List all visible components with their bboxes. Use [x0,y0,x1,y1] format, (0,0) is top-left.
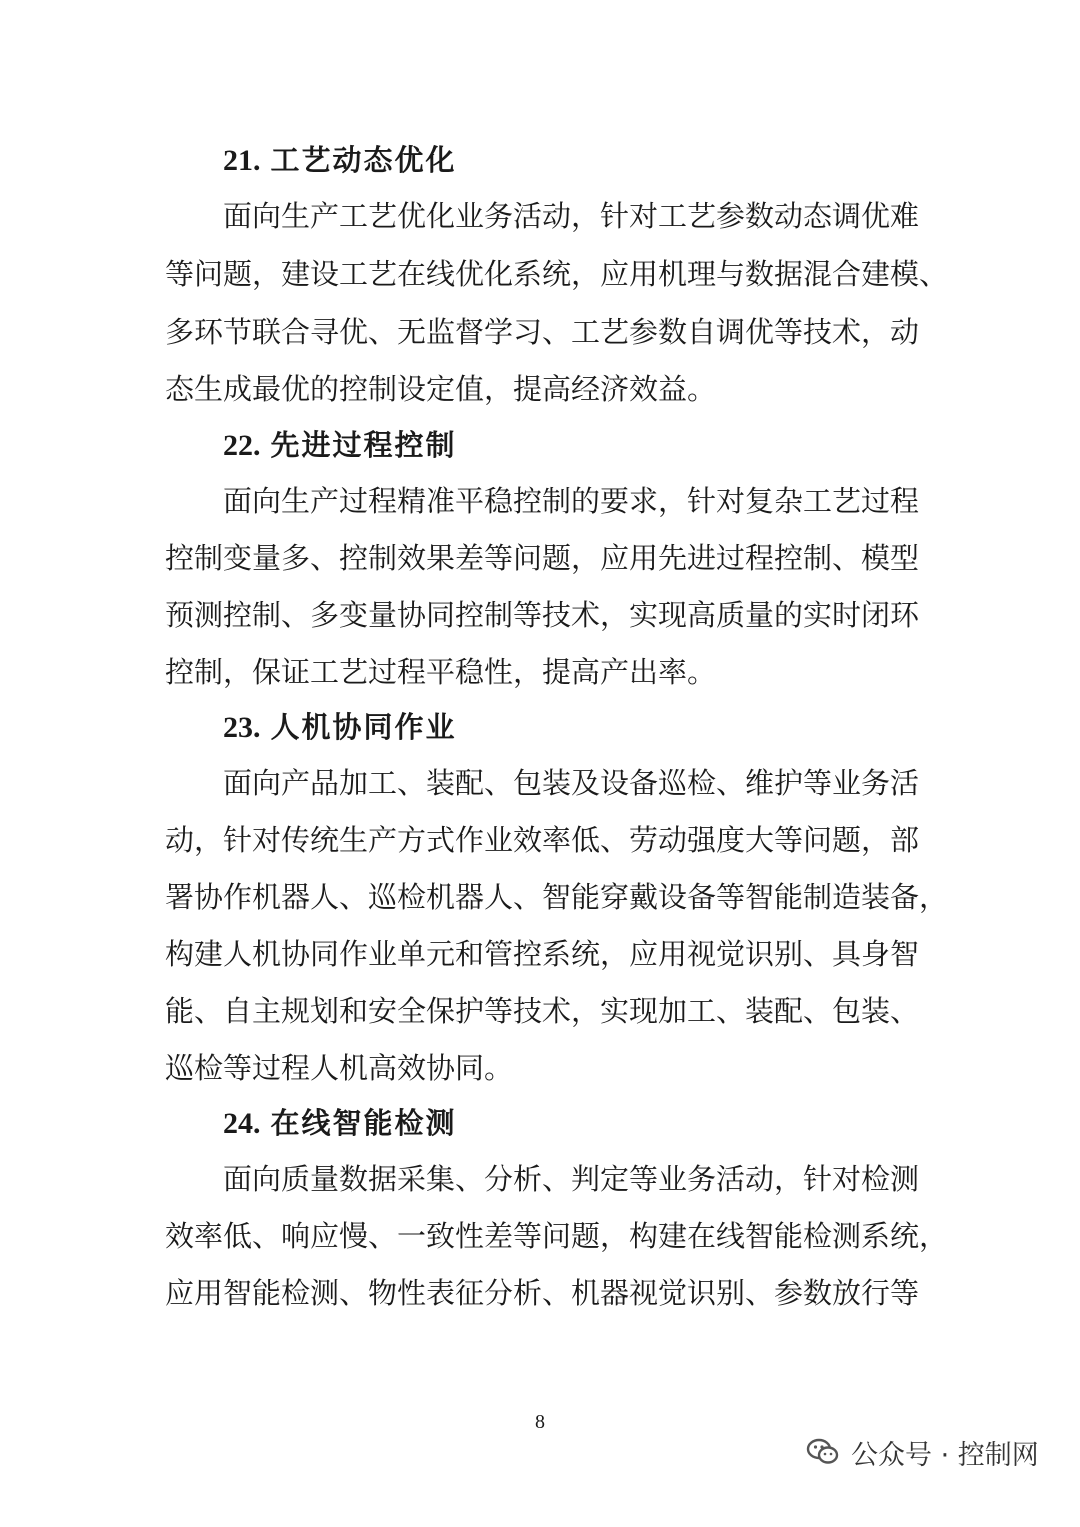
paragraph-line: 能、自主规划和安全保护等技术，实现加工、装配、包装、 [165,994,920,1028]
section-number: 22. [223,429,261,462]
section-title: 先进过程控制 [270,428,457,462]
section-heading-23 [223,707,457,748]
page-number: 8 [535,1411,545,1433]
paragraph-line: 构建人机协同作业单元和管控系统，应用视觉识别、具身智 [165,937,920,971]
paragraph-line: 应用智能检测、物性表征分析、机器视觉识别、参数放行等 [165,1276,920,1310]
section-title: 人机协同作业 [270,710,457,744]
wechat-icon [805,1434,841,1470]
paragraph-line: 预测控制、多变量协同控制等技术，实现高质量的实时闭环 [165,598,920,632]
paragraph-line: 署协作机器人、巡检机器人、智能穿戴设备等智能制造装备， [165,880,949,914]
section-heading-21 [223,140,457,181]
section-heading-24 [223,1103,457,1144]
paragraph-line: 巡检等过程人机高效协同。 [165,1051,514,1085]
paragraph-line: 多环节联合寻优、无监督学习、工艺参数自调优等技术，动 [165,315,920,349]
paragraph-line: 态生成最优的控制设定值，提高经济效益。 [165,372,717,406]
section-title: 在线智能检测 [270,1106,457,1140]
paragraph-line: 面向产品加工、装配、包装及设备巡检、维护等业务活 [223,766,920,800]
watermark [805,1432,1039,1472]
section-number: 24. [223,1107,261,1140]
section-title: 工艺动态优化 [270,143,457,177]
paragraph-line: 面向生产工艺优化业务活动，针对工艺参数动态调优难 [223,199,920,233]
paragraph-line: 面向质量数据采集、分析、判定等业务活动，针对检测 [223,1162,920,1196]
paragraph-line: 效率低、响应慢、一致性差等问题，构建在线智能检测系统， [165,1219,949,1253]
paragraph-line: 控制，保证工艺过程平稳性，提高产出率。 [165,655,717,689]
paragraph-line: 等问题，建设工艺在线优化系统，应用机理与数据混合建模、 [165,257,949,291]
section-heading-22 [223,425,457,466]
paragraph-line: 动，针对传统生产方式作业效率低、劳动强度大等问题，部 [165,823,920,857]
section-number: 23. [223,711,261,744]
paragraph-line: 面向生产过程精准平稳控制的要求，针对复杂工艺过程 [223,484,920,518]
paragraph-line: 控制变量多、控制效果差等问题，应用先进过程控制、模型 [165,541,920,575]
section-number: 21. [223,144,261,177]
watermark-text: 公众号 · 控制网 [851,1439,1039,1471]
